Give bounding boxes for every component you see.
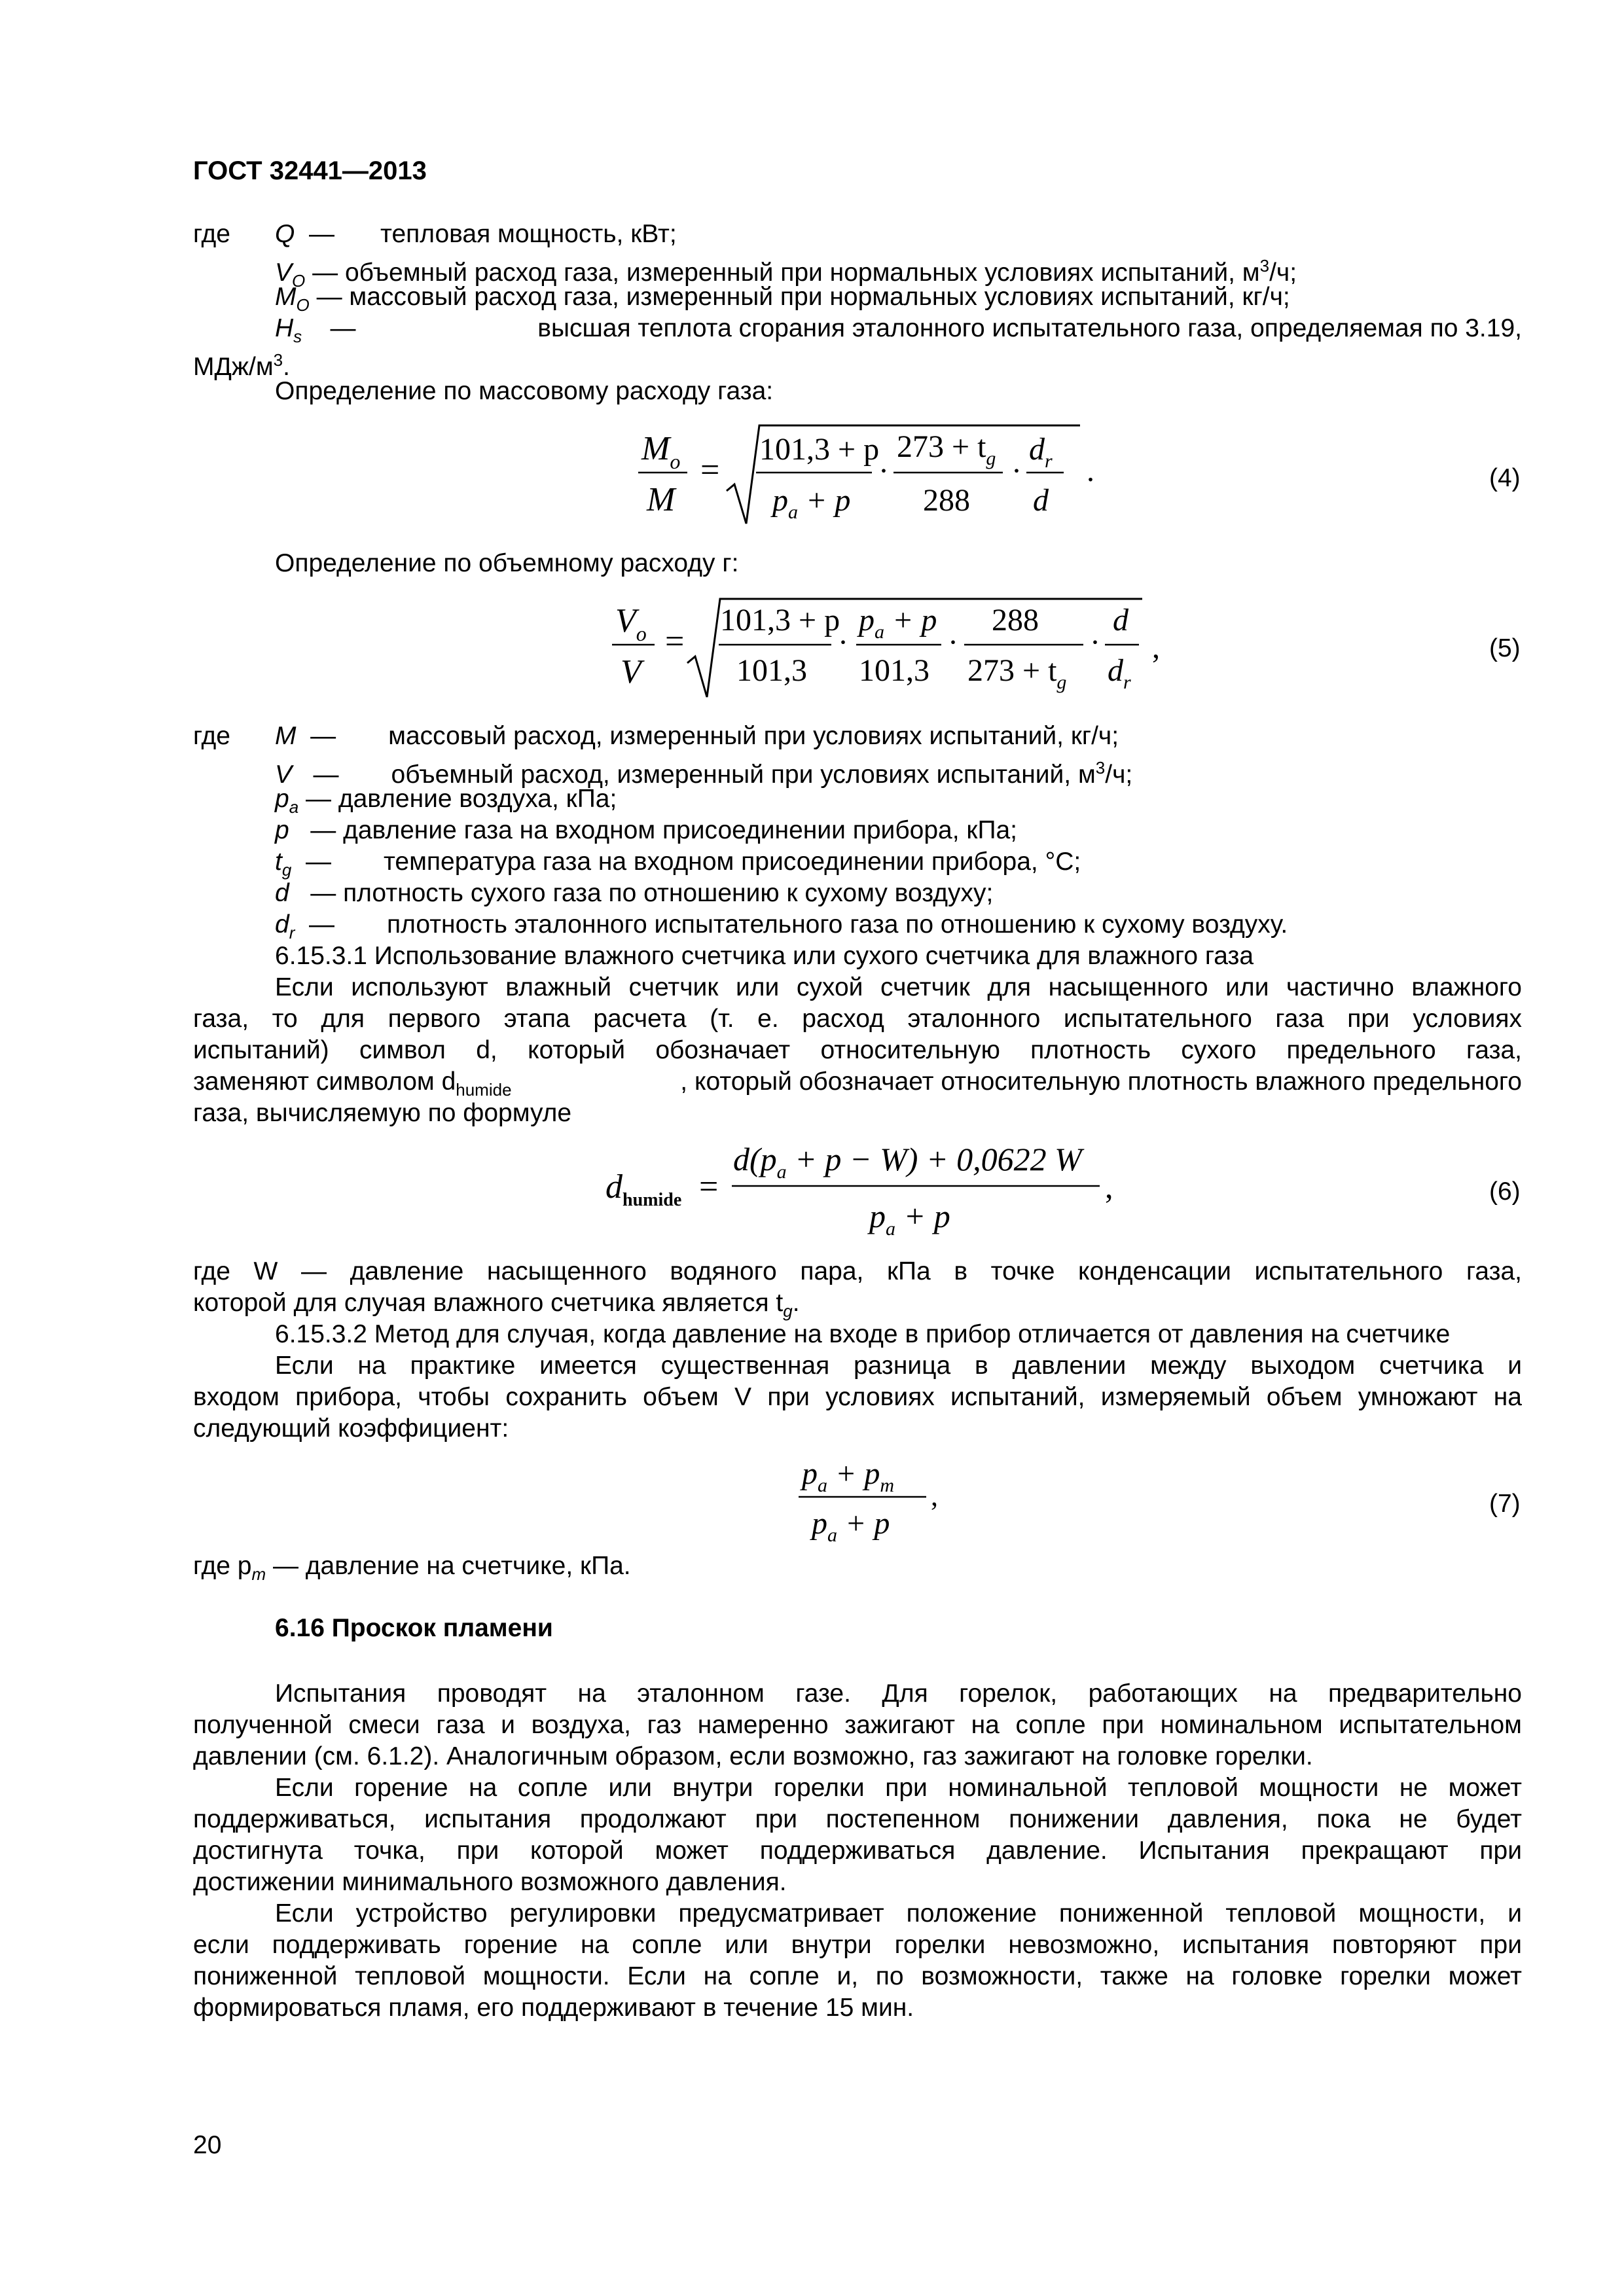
paragraph-line: Испытания проводят на эталонном газе. Для горелок, работающих на предварительно <box>275 1679 1522 1708</box>
paragraph-line: Если используют влажный счетчик или сухой счетчик для насыщенного или частично влажного <box>275 973 1522 1001</box>
mass-flow-label: Определение по массовому расходу газа: <box>275 377 774 405</box>
svg-text:288: 288 <box>923 483 970 518</box>
paragraph-line: пониженной тепловой мощности. Если на сопле и, по возможности, также на головке горелки может <box>193 1962 1522 1990</box>
svg-text:101,3 + p: 101,3 + p <box>720 603 840 637</box>
svg-text:·: · <box>1090 625 1100 660</box>
paragraph-line: входом прибора, чтобы сохранить объем V при условиях испытаний, измеряемый объем умножают на <box>193 1383 1522 1411</box>
legend-line: d — плотность сухого газа по отношению к сухому воздуху; <box>275 879 994 907</box>
svg-text:Vo: $V_o$ <box>615 602 647 645</box>
where-label: где <box>193 722 230 750</box>
legend-line: M — массовый расход, измеренный при условиях испытаний, кг/ч; <box>275 722 1119 750</box>
page-number: 20 <box>193 2131 222 2159</box>
svg-text:273 + tg: $273 + t_g$ <box>897 429 996 469</box>
svg-text:pa + p: $p_a + p$ <box>859 603 937 643</box>
svg-text:pa + p: $p_a + p$ <box>812 1506 890 1546</box>
svg-text:,: , <box>1105 1168 1113 1205</box>
paragraph-line: следующий коэффициент: <box>193 1414 509 1443</box>
paragraph-line: формироваться пламя, его поддерживают в течение 15 мин. <box>193 1994 914 2022</box>
svg-text:,: , <box>1152 630 1160 665</box>
formula-4 <box>628 419 1100 530</box>
document-header: ГОСТ 32441—2013 <box>193 156 427 185</box>
volume-flow-label: Определение по объемному расходу г: <box>275 549 739 577</box>
svg-text:273 + tg: $273 + t_g$ <box>967 653 1067 693</box>
formula-7 <box>792 1450 949 1548</box>
svg-text:pa + pm: $p_a + p_m$ <box>802 1456 895 1496</box>
equation-number-7: (7) <box>1489 1490 1521 1518</box>
legend-line: $p_a$ — давление воздуха, кПа; <box>275 785 617 817</box>
paragraph-line: поддерживаться, испытания продолжают при постепенном понижении давления, пока не будет <box>193 1805 1522 1833</box>
paragraph-line: Если на практике имеется существенная разница в давлении между выходом счетчика и <box>275 1352 1522 1380</box>
formula-5 <box>602 592 1165 704</box>
paragraph-line: испытаний) символ d, который обозначает относительную плотность сухого предельного газа, <box>193 1036 1522 1064</box>
svg-text:288: 288 <box>992 603 1039 637</box>
paragraph-line: полученной смеси газа и воздуха, газ намеренно зажигают на сопле при номинальном испытательном <box>193 1711 1522 1739</box>
paragraph-line: достигнута точка, при которой может поддерживаться давление. Испытания прекращают при <box>193 1837 1522 1865</box>
legend-line-continued: МДж/$м^3$. <box>193 350 290 381</box>
formula-6 <box>602 1132 1126 1244</box>
where-label: где <box>193 220 230 248</box>
paragraph-line: заменяют символом $d_{humide}$ , который обозначает относительную плотность влажного предельного <box>193 1067 1522 1100</box>
svg-text:·: · <box>948 625 958 660</box>
svg-text:pa + p: $p_a + p$ <box>869 1198 950 1240</box>
legend-line: $H_s$ — высшая теплота сгорания эталонного испытательного газа, определяемая по 3.19, <box>275 314 1522 346</box>
svg-text:=: = <box>665 623 685 660</box>
equation-number-5: (5) <box>1489 634 1521 662</box>
svg-text:dhumide: $d_{humide}$ <box>605 1168 682 1210</box>
section-6-16-title: 6.16 Проскок пламени <box>275 1614 553 1642</box>
where-w-line-continued: которой для случая влажного счетчика является $t_g$. <box>193 1289 800 1321</box>
where-pm-line: где $p_m$ — давление на счетчике, кПа. <box>193 1552 631 1584</box>
equation-number-4: (4) <box>1489 464 1521 492</box>
svg-text:101,3 + p: 101,3 + p <box>759 432 880 467</box>
svg-text:dr: $d_r$ <box>1108 653 1131 693</box>
legend-line: p — давление газа на входном присоединении прибора, кПа; <box>275 816 1018 844</box>
legend-line: $M_O$ — массовый расход газа, измеренный при нормальных условиях испытаний, кг/ч; <box>275 283 1290 315</box>
svg-text:101,3: 101,3 <box>859 653 929 688</box>
legend-line: V — объемный расход, измеренный при условиях испытаний, $м^3/ч$; <box>275 758 1133 789</box>
svg-text:V: V <box>621 653 641 691</box>
svg-text:101,3: 101,3 <box>736 653 807 688</box>
equation-number-6: (6) <box>1489 1177 1521 1206</box>
svg-text:dr: $d_r$ <box>1029 432 1053 472</box>
svg-text:=: = <box>699 1168 719 1206</box>
paragraph-line: достижении минимального возможного давления. <box>193 1868 787 1896</box>
section-6-15-3-1-title: 6.15.3.1 Использование влажного счетчика или сухого счетчика для влажного газа <box>275 942 1254 970</box>
paragraph-line: Если устройство регулировки предусматривает положение пониженной тепловой мощности, и <box>275 1899 1522 1928</box>
svg-text:.: . <box>1087 454 1094 488</box>
legend-line: $d_r$ — плотность эталонного испытательного газа по отношению к сухому воздуху. <box>275 910 1288 942</box>
svg-text:,: , <box>931 1480 938 1512</box>
svg-text:·: · <box>878 454 889 488</box>
legend-line: $t_g$ — температура газа на входном присоединении прибора, °С; <box>275 848 1081 880</box>
svg-text:Mo: $M_o$ <box>641 430 681 473</box>
paragraph-line: Если горение на сопле или внутри горелки при номинальной тепловой мощности не может <box>275 1774 1522 1802</box>
paragraph-line: газа, вычисляемую по формуле <box>193 1099 572 1127</box>
paragraph-line: газа, то для первого этапа расчета (т. е. расход эталонного испытательного газа при условиях <box>193 1005 1522 1033</box>
paragraph-line: давлении (см. 6.1.2). Аналогичным образом, если возможно, газ зажигают на головке горелки. <box>193 1742 1313 1770</box>
svg-text:d(pa + p − W) + 0,0622 W: $d(p_a + p - W) + 0,0622$ W <box>733 1141 1082 1183</box>
legend-line: $V_O$ — объемный расход газа, измеренный при нормальных условиях испытаний, $м^3/ч$; <box>275 256 1297 291</box>
svg-text:M: M <box>647 481 676 518</box>
svg-text:·: · <box>838 625 848 660</box>
svg-text:d: d <box>1113 603 1128 637</box>
where-w-line: где W — давление насыщенного водяного пара, кПа в точке конденсации испытательного газа, <box>193 1257 1522 1285</box>
legend-line: Q — тепловая мощность, кВт; <box>275 220 677 248</box>
section-6-15-3-2-title: 6.15.3.2 Метод для случая, когда давление на входе в прибор отличается от давления на счетчике <box>275 1320 1451 1348</box>
svg-text:pa + p: $p_a + p$ <box>772 483 851 523</box>
paragraph-line: если поддерживать горение на сопле или внутри горелки невозможно, испытания повторяют при <box>193 1931 1522 1959</box>
svg-text:·: · <box>1011 454 1022 488</box>
svg-text:=: = <box>700 452 720 489</box>
svg-text:d: d <box>1033 483 1049 518</box>
